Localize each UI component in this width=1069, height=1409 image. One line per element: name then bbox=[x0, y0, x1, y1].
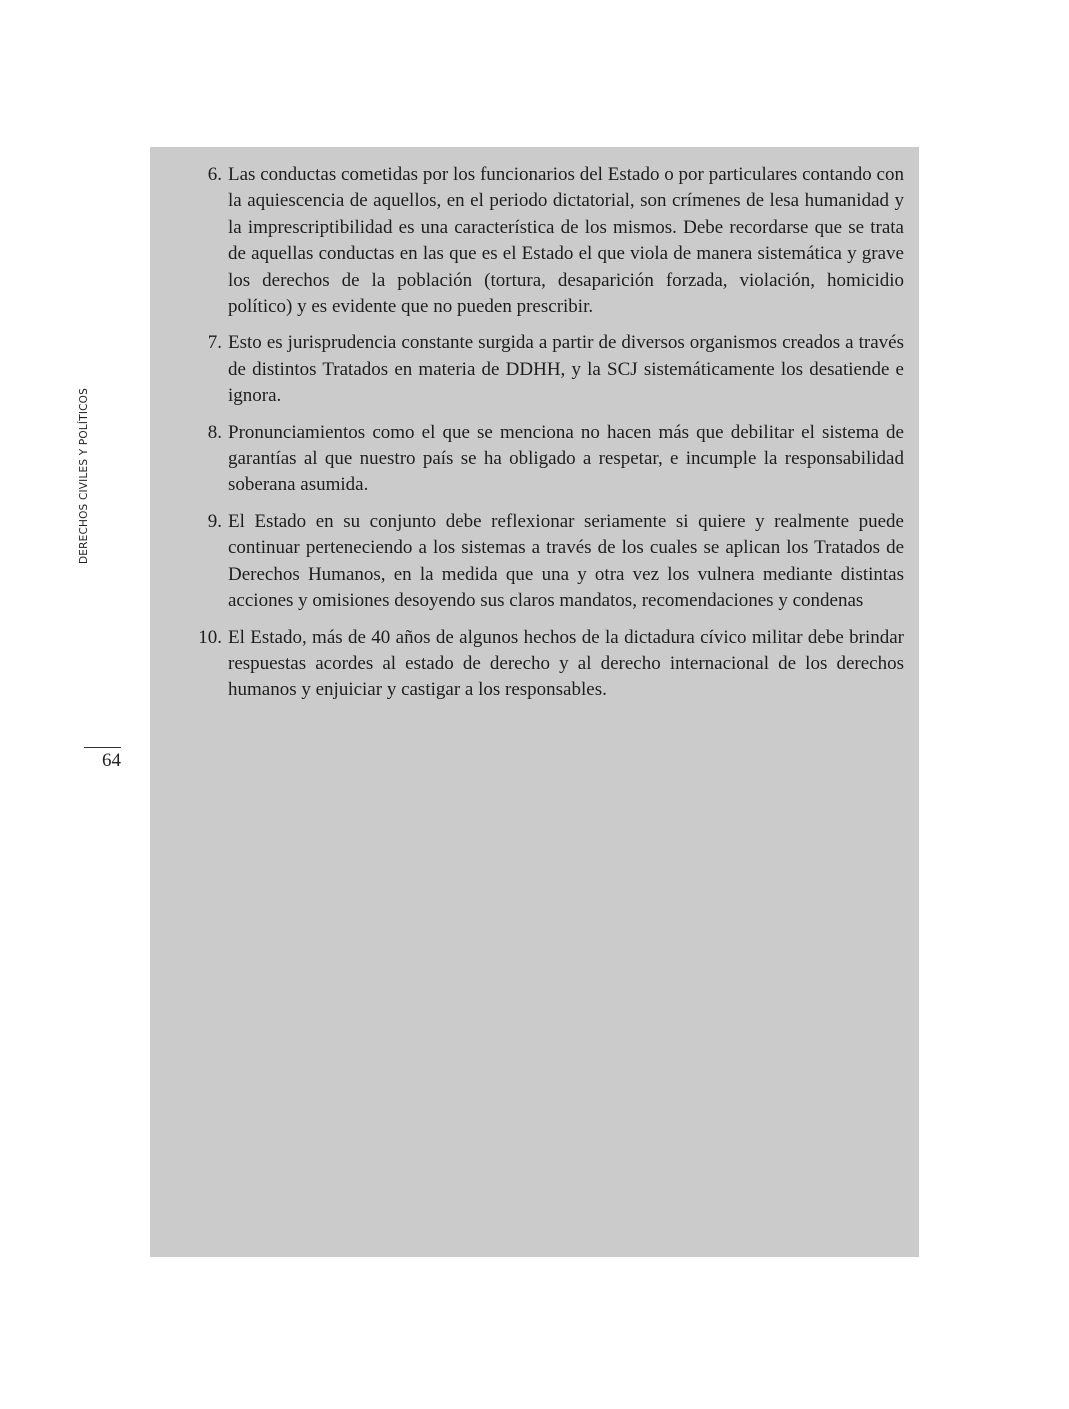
list-item-number: 7. bbox=[207, 332, 222, 354]
list-item-number: 9. bbox=[207, 510, 222, 532]
page-number: 64 bbox=[102, 750, 121, 771]
list-item bbox=[192, 625, 904, 704]
list-item-text: El Estado en su conjunto debe reflexionar seriamente si quiere y realmente puede continuar perteneciendo a los sistemas a través de los cuales se aplican los Tratados de Derechos Humanos, en la medida que una y otra vez los vulnera mediante distintas acciones y omisiones desoyendo sus claros mandatos, recomendaciones y condenas bbox=[228, 510, 904, 612]
list-item bbox=[192, 330, 904, 409]
list-item-text: Las conductas cometidas por los funcionarios del Estado o por particulares contando con la aquiescencia de aquellos, en el periodo dictatorial, son crímenes de lesa humanidad y la imprescriptibilidad es una característica de los mismos. Debe recordarse que se trata de aquellas conductas en las que es el Estado el que viola de manera sistemática y grave los derechos de la población (tortura, desaparición forzada, violación, homicidio político) y es evidente que no pueden prescribir. bbox=[228, 164, 904, 318]
numbered-list bbox=[192, 162, 904, 714]
list-item-text: Esto es jurisprudencia constante surgida a partir de diversos organismos creados a través de distintos Tratados en materia de DDHH, y la SCJ sistemáticamente los desatiende e ignora. bbox=[228, 332, 904, 407]
list-item bbox=[192, 162, 904, 320]
page-number-rule bbox=[84, 747, 121, 748]
list-item-text: El Estado, más de 40 años de algunos hechos de la dictadura cívico militar debe brindar respuestas acordes al estado de derecho y al derecho internacional de los derechos humanos y enjuiciar y castigar a los responsables. bbox=[228, 626, 904, 701]
list-item bbox=[192, 420, 904, 499]
list-item-number: 10. bbox=[198, 626, 222, 648]
list-item bbox=[192, 509, 904, 615]
list-item-text: Pronunciamientos como el que se menciona no hacen más que debilitar el sistema de garantías al que nuestro país se ha obligado a respetar, e incumple la responsabilidad soberana asumida. bbox=[228, 421, 904, 496]
running-header: DERECHOS CIVILES Y POLÍTICOS bbox=[78, 387, 90, 564]
list-item-number: 8. bbox=[207, 421, 222, 443]
list-item-number: 6. bbox=[207, 164, 222, 185]
